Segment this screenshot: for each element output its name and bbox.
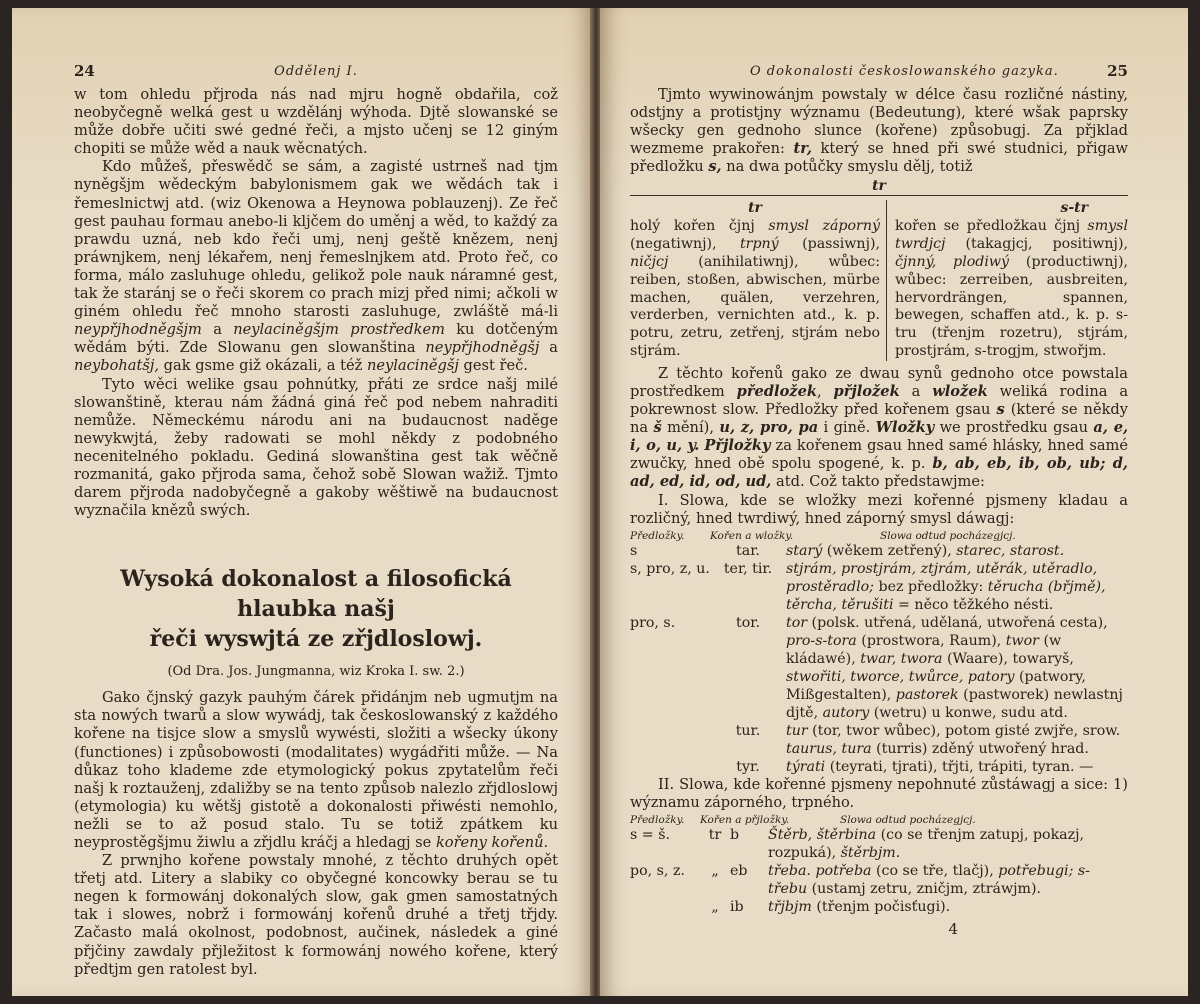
article-source: (Od Dra. Jos. Jungmanna, wiz Kroka I. sw. 2.) (167, 664, 465, 680)
table-row: s = š. tr b Štěrb, štěrbina (co se třenjm zatupj, pokazj, rozpuká), štěrbjm. (630, 826, 1085, 861)
table-1 (630, 542, 1128, 776)
running-title-left: Oddělenj I. (274, 64, 358, 79)
table-row: pro, s. tor. tor (polsk. utřená, udělaná, utwořená cesta), pro-s-tora (prostwora, Raum), twor (w kládawé), twar, twora (Waare), towaryš, stwořiti, tworce, twůrce, patory (patwory, Mißgestalten), pastorek (pastworek) newlastnj djtě, autory (wetru) u konwe, sudu atd. (630, 614, 1123, 721)
root-comparison (630, 200, 1128, 360)
running-header-right (630, 62, 1128, 86)
signature-mark: 4 (948, 919, 958, 938)
table-2-header: Předložky. Kořen a přjložky. Slowa odtud pocházegjcj. (630, 813, 976, 826)
table-row: s, pro, z, u. ter, tir. stjrám, prostjrám, ztjrám, utěrák, utěradlo, prostěradlo; bez předložky: těrucha (břjmě), těrcha, těrušiti = něco těžkého nésti. (630, 560, 1106, 613)
paragraph-1: w tom ohledu přjroda nás nad mjru hogně obdařila, což neobyčegně welká gest u wzdělánj wýhoda. Djtě slowanské se může dobře učiti swé gedné řeči, a mjsto učenj se 12 giným chopiti se může wěd a nauk wěcnatých. (74, 86, 558, 158)
page-number-right: 25 (1107, 62, 1128, 80)
paragraph-5: Z prwnjho kořene powstaly mnohé, z těchto druhých opět třetj atd. Litery a slabiky co obyčegné koncowky berau se tu negen k formowánj dokonalých slow, gak gmen samostatných tak i slowes, nobrž i formowánj kořenů druhé a třetj třjdy. Začasto malá okolnost, podobnost, aučinek, následek a giné přjčiny zawdaly přjležitost k formowánj nowého kořene, který předtjm gen ratolest byl. (74, 852, 558, 978)
root-divider: tr (630, 178, 1128, 200)
table-row: tyr. týrati (teyrati, tjrati), třjti, trápiti, tyran. — (736, 758, 1094, 775)
table-row: „ ib třjbjm (třenjm počisťugi). (711, 898, 951, 915)
page-number-left: 24 (74, 62, 95, 80)
section-1-heading: I. Slowa, kde se wložky mezi kořenné pjsmeny kladau a rozličný, hned twrdiwý, hned záporný smysl dáwagj: (630, 491, 1128, 527)
article-title: Wysoká dokonalost a filosofická hlaubka našj řeči wyswjtá ze zřjdloslowj. (120, 566, 512, 653)
column-s-tr: s-tr kořen se předložkau čjnj smysl twrdjcj (takagjcj, positiwnj), čjnný, plodiwý (productiwnj), wůbec: zerreiben, ausbreiten, hervordrängen, spannen, bewegen, schaffen atd., k. p. s-tru (třenjm rozetru), stjrám, prostjrám, s-trogjm, stwořjm. (895, 200, 1128, 360)
table-2 (630, 826, 1128, 916)
paragraph-4: Gako čjnský gazyk pauhým čárek přidánjm neb ugmutjm na sta nowých twarů a slow wywádj, tak českoslowanský z každého kořene na tisjce slow a smyslů wywésti, složiti a wšecky úkony (functiones) i způsobowosti (modalitates) wygádřiti může. — Na důkaz toho klademe zde etymologický pokus zpytatelům řeči našj k roztauženj, zdaližby se na tento způsob nalezlo zřjdloslowj (etymologia) ku wětšj gistotě a dokonalosti přiwésti nemohlo, nežli se to až posud stalo. Tu se totiž zpátkem ku neyprostěgšjmu žiwlu a zřjdlu kráčj a hledagj se kořeny kořenů. (74, 689, 558, 851)
book-spread (12, 8, 1188, 996)
table-row: s tar. starý (wěkem zetřený), starec, starost. (630, 542, 1065, 559)
paragraph-2: Kdo můžeš, přeswědč se sám, a zagisté ustrneš nad tjm nyněgšjm wědeckým babylonismem gak we wědách tak i řemeslnictwj atd. (wiz Okenowa a Heynowa poblauzenj). Ze řeč gest pauhau formau anebo-li kljčem do uměnj a wěd, to každý za prawdu uzná, neb kdo řeči umj, nenj geště knězem, nenj práwnjkem, nenj lékařem, nenj řemeslnjkem atd. Proto řeč, co forma, málo zasluhuge ohledu, gelikož pole nauk náramné gest, tak že staránj se o řeči skorem co prach mizj před nimi; ačkoli w giném ohledu řeč mnoho starosti zasluhuge, zwláště má-li neypřjhodněgšjm a neylaciněgšjm prostředkem ku dotčeným wědám býti. Zde Slowanu gen slowanština neypřjhodněgšj a neybohatšj, gak gsme giž okázali, a též neylaciněgšj gest řeč. (74, 158, 559, 375)
table-row: tur. tur (tor, twor wůbec), potom gisté zwjře, srow. taurus, tura (turris) zděný utwořený hrad. (735, 722, 1121, 757)
section-2-heading: II. Slowa, kde kořenné pjsmeny nepohnuté zůstáwagj a sice: 1) wýznamu záporného, trpného. (630, 775, 1128, 811)
intro-paragraph: Tjmto wywinowánjm powstaly w délce času rozličné nástiny, odstjny a protistjny wýznamu (Bedeutung), které wšak paprsky wšecky gen gednoho slunce (kořene) způsobugj. Za přjklad wezmeme prakořen: tr, který se hned při swé studnici, přigaw předložku s, na dwa potůčky smyslu dělj, totiž (630, 86, 1129, 176)
paragraph-3: Tyto wěci welike gsau pohnútky, přáti ze srdce našj milé slowanštině, kterau nám žádná giná řeč pod nebem nahraditi nemůže. Německému národu ani na budaucnost naděge newykwjtá, žeby radowati se mohl někdy z podobného necenitelného pokladu. Gediná slowanština gest tak wěčně rozmanitá, gako přjroda sama, čehož sobě Slowan wažiž. Tjmto darem přjroda nadobyčegně a gakoby wěštiwě na budaucnost wyznačila knězů swých. (74, 375, 558, 520)
running-title-right: O dokonalosti českoslowanského gazyka. (750, 64, 1059, 79)
table-row: po, s, z. „ eb třeba. potřeba (co se tře, tlačj), potřebugi; s-třebu (ustamj zetru, zničjm, ztráwjm). (630, 862, 1090, 897)
running-header-left (74, 62, 558, 86)
column-tr: tr holý kořen čjnj smysl záporný (negatiwnj), trpný (passiwnj), ničjcj (anihilatiwnj), wůbec: reiben, stoßen, abwischen, mürbe machen, quälen, verzehren, verderben, vernichten atd., k. p. potru, zetru, zetřenj, stjrám nebo stjrám. (630, 200, 887, 360)
left-page (12, 8, 592, 996)
table-1-header: Předložky. Kořen a wložky. Slowa odtud pocházegjcj. (630, 529, 1016, 542)
right-page (600, 8, 1188, 996)
paragraph-prefixes: Z těchto kořenů gako ze dwau synů gednoho otce powstala prostředkem předložek, přjložek a wložek weliká rodina a pokrewnost slow. Předložky před kořenem gsau s (které se někdy na š mění), u, z, pro, pa i gině. Wložky we prostředku gsau a, e, i, o, u, y. Přjložky za kořenem gsau hned samé hlásky, hned samé zwučky, hned obě spolu spogené, k. p. b, ab, eb, ib, ob, ub; d, ad, ed, id, od, ud, atd. Což takto předstawjme: (630, 364, 1129, 491)
